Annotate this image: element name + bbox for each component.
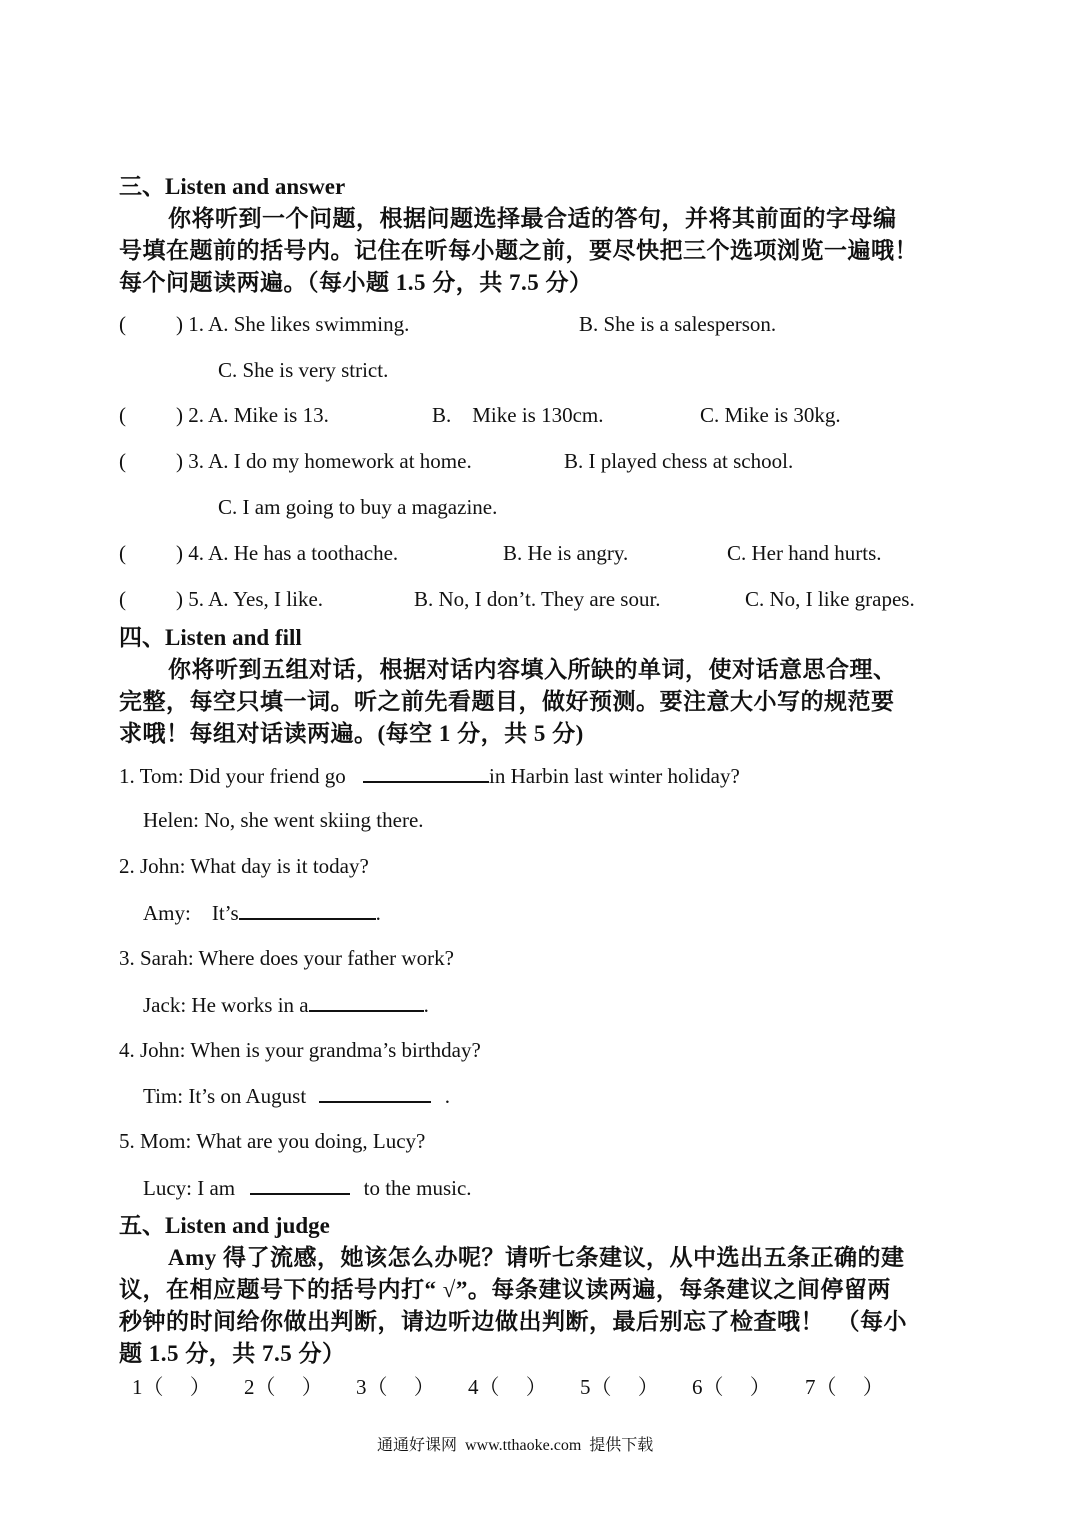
- q5-paren: (: [119, 587, 126, 611]
- fill2-answer: [143, 900, 381, 926]
- section5-instr-4: 题 1.5 分，共 7.5 分）: [119, 1341, 346, 1366]
- q2-option-c: C. Mike is 30kg.: [700, 403, 841, 427]
- section4-instr-1: 你将听到五组对话，根据对话内容填入所缺的单词，使对话意思合理、: [168, 657, 897, 682]
- fill2-blank[interactable]: [239, 900, 376, 920]
- q4-option-a: ) 4. A. He has a toothache.: [176, 541, 399, 565]
- judge-slot-2[interactable]: 2（ ）: [244, 1375, 323, 1399]
- q5-option-a: ) 5. A. Yes, I like.: [176, 587, 324, 611]
- page-footer: 通通好课网 www.tthaoke.com 提供下载: [377, 1437, 654, 1454]
- q1-option-b: B. She is a salesperson.: [579, 312, 777, 336]
- q4-paren: (: [119, 541, 126, 565]
- fill5-answer-post: to the music.: [363, 1176, 472, 1200]
- judge-slot-7[interactable]: 7（ ）: [805, 1375, 884, 1399]
- q1-paren: (: [119, 312, 126, 336]
- fill3-answer: [143, 992, 429, 1018]
- fill2-answer-pre: Amy: It’s: [143, 901, 239, 925]
- q5-option-b: B. No, I don’t. They are sour.: [414, 587, 661, 611]
- fill5-answer-pre: Lucy: I am: [143, 1176, 236, 1200]
- section5-header: 五、Listen and judge: [119, 1213, 330, 1238]
- section3-instr-1: 你将听到一个问题，根据问题选择最合适的答句，并将其前面的字母编: [168, 206, 897, 231]
- judge-slot-3[interactable]: 3（ ）: [356, 1375, 435, 1399]
- section4-instr-2: 完整，每空只填一词。听之前先看题目，做好预测。要注意大小写的规范要: [119, 689, 895, 714]
- q2-option-a: ) 2. A. Mike is 13.: [176, 403, 329, 427]
- q3-option-b: B. I played chess at school.: [564, 449, 794, 473]
- section3-instr-2: 号填在题前的括号内。记住在听每小题之前，要尽快把三个选项浏览一遍哦！: [119, 238, 918, 263]
- q2-option-b: B. Mike is 130cm.: [432, 403, 604, 427]
- section5-instr-2: 议，在相应题号下的括号内打“ √”。每条建议读两遍，每条建议之间停留两: [119, 1277, 891, 1302]
- fill3-question: 3. Sarah: Where does your father work?: [119, 946, 454, 970]
- q3-paren: (: [119, 449, 126, 473]
- fill4-answer-post: .: [444, 1084, 450, 1108]
- section4-header: 四、Listen and fill: [119, 625, 302, 650]
- q4-option-c: C. Her hand hurts.: [727, 541, 882, 565]
- fill4-question: 4. John: When is your grandma’s birthday?: [119, 1038, 481, 1062]
- judge-slot-6[interactable]: 6（ ）: [692, 1375, 771, 1399]
- q3-option-a: ) 3. A. I do my homework at home.: [176, 449, 472, 473]
- q5-option-c: C. No, I like grapes.: [745, 587, 915, 611]
- fill1-blank[interactable]: [363, 763, 489, 783]
- fill1-question: [119, 763, 740, 789]
- fill2-answer-post: .: [375, 901, 381, 925]
- q1-option-a: ) 1. A. She likes swimming.: [176, 312, 410, 336]
- q3-option-c: C. I am going to buy a magazine.: [218, 495, 498, 519]
- section4-instr-3: 求哦！每组对话读两遍。(每空 1 分，共 5 分): [119, 721, 584, 746]
- judge-slot-1[interactable]: 1（ ）: [132, 1375, 211, 1399]
- judge-slot-5[interactable]: 5（ ）: [580, 1375, 659, 1399]
- fill4-answer-pre: Tim: It’s on August: [143, 1084, 307, 1108]
- section5-instr-1: Amy 得了流感，她该怎么办呢？请听七条建议，从中选出五条正确的建: [168, 1245, 905, 1270]
- fill5-answer: [143, 1175, 472, 1201]
- fill1-question-post: in Harbin last winter holiday?: [489, 764, 740, 788]
- section5-instr-3: 秒钟的时间给你做出判断，请边听边做出判断，最后别忘了检查哦！ （每小: [119, 1309, 907, 1334]
- judge-slot-4[interactable]: 4（ ）: [468, 1375, 547, 1399]
- q2-paren: (: [119, 403, 126, 427]
- fill3-blank[interactable]: [309, 992, 424, 1012]
- fill3-answer-post: .: [423, 993, 429, 1017]
- fill5-blank[interactable]: [250, 1175, 350, 1195]
- fill5-question: 5. Mom: What are you doing, Lucy?: [119, 1129, 426, 1153]
- fill1-answer: Helen: No, she went skiing there.: [143, 808, 424, 832]
- q4-option-b: B. He is angry.: [503, 541, 629, 565]
- fill3-answer-pre: Jack: He works in a: [143, 993, 309, 1017]
- fill2-question: 2. John: What day is it today?: [119, 854, 369, 878]
- q1-option-c: C. She is very strict.: [218, 358, 389, 382]
- fill1-question-pre: 1. Tom: Did your friend go: [119, 764, 346, 788]
- section3-instr-3: 每个问题读两遍。（每小题 1.5 分，共 7.5 分）: [119, 270, 593, 295]
- fill4-answer: [143, 1083, 450, 1109]
- section3-header: 三、Listen and answer: [119, 174, 346, 199]
- fill4-blank[interactable]: [319, 1083, 431, 1103]
